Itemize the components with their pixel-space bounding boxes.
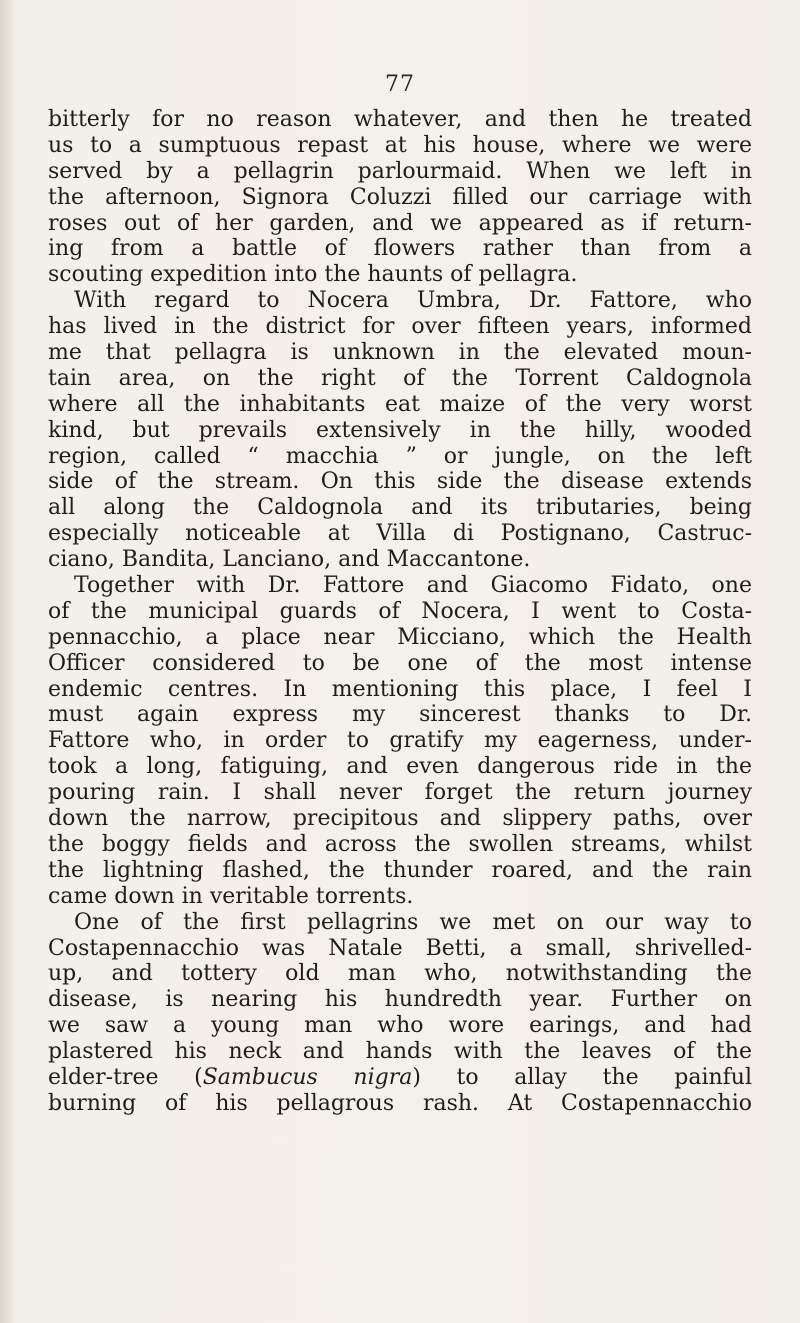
text-line: the lightning flashed, the thunder roared, and the rain bbox=[48, 857, 752, 883]
text-line: pouring rain. I shall never forget the return journey bbox=[48, 780, 752, 806]
text-line: burning of his pellagrous rash. At Costapennacchio bbox=[48, 1090, 752, 1116]
text-line: tain area, on the right of the Torrent Caldognola bbox=[48, 365, 752, 391]
species-name: Sambucus nigra bbox=[202, 1064, 413, 1090]
text-line: us to a sumptuous repast at his house, where we were bbox=[48, 132, 752, 158]
text-line: disease, is nearing his hundredth year. Further on bbox=[48, 987, 752, 1013]
text-line: where all the inhabitants eat maize of the very worst bbox=[48, 391, 752, 417]
text-line: One of the first pellagrins we met on our way to bbox=[74, 909, 752, 935]
page-edge-shadow bbox=[0, 0, 14, 1323]
text-fragment: elder-tree ( bbox=[48, 1064, 203, 1090]
text-line: came down in veritable torrents. bbox=[48, 883, 414, 909]
text-line: ciano, Bandita, Lanciano, and Maccantone. bbox=[48, 547, 531, 573]
text-line: Officer considered to be one of the most intense bbox=[48, 650, 752, 676]
text-line: endemic centres. In mentioning this place, I feel I bbox=[48, 676, 752, 702]
text-line: plastered his neck and hands with the leaves of the bbox=[48, 1039, 752, 1065]
text-line: served by a pellagrin parlourmaid. When we left in bbox=[48, 158, 752, 184]
text-line: of the municipal guards of Nocera, I went to Costa- bbox=[48, 598, 752, 624]
text-line: has lived in the district for over fifteen years, informed bbox=[48, 314, 752, 340]
text-line: scouting expedition into the haunts of pellagra. bbox=[48, 262, 578, 288]
text-line: must again express my sincerest thanks to Dr. bbox=[48, 702, 752, 728]
body-text bbox=[48, 107, 752, 1117]
text-line: especially noticeable at Villa di Postignano, Castruc- bbox=[48, 521, 752, 547]
text-line: the afternoon, Signora Coluzzi filled our carriage with bbox=[48, 184, 752, 210]
text-line: region, called “ macchia ” or jungle, on the left bbox=[48, 443, 752, 469]
text-line: With regard to Nocera Umbra, Dr. Fattore, who bbox=[74, 288, 752, 314]
text-line: roses out of her garden, and we appeared as if return- bbox=[48, 210, 752, 236]
text-line: pennacchio, a place near Micciano, which the Health bbox=[48, 624, 752, 650]
text-line: took a long, fatiguing, and even dangerous ride in the bbox=[48, 754, 752, 780]
text-line: down the narrow, precipitous and slippery paths, over bbox=[48, 806, 752, 832]
text-line: ing from a battle of flowers rather than from a bbox=[48, 236, 752, 262]
text-line: Together with Dr. Fattore and Giacomo Fidato, one bbox=[74, 573, 752, 599]
text-line: me that pellagra is unknown in the elevated moun- bbox=[48, 340, 752, 366]
text-line: Costapennacchio was Natale Betti, a small, shrivelled- bbox=[48, 935, 752, 961]
text-line bbox=[48, 1065, 752, 1091]
text-line: side of the stream. On this side the disease extends bbox=[48, 469, 752, 495]
text-line: kind, but prevails extensively in the hilly, wooded bbox=[48, 417, 752, 443]
text-line: the boggy fields and across the swollen streams, whilst bbox=[48, 831, 752, 857]
text-line: we saw a young man who wore earings, and had bbox=[48, 1013, 752, 1039]
text-line: all along the Caldognola and its tributaries, being bbox=[48, 495, 752, 521]
page-number: 77 bbox=[385, 72, 415, 97]
text-line: up, and tottery old man who, notwithstanding the bbox=[48, 961, 752, 987]
text-line: bitterly for no reason whatever, and then he treated bbox=[48, 107, 752, 132]
text-line: Fattore who, in order to gratify my eagerness, under- bbox=[48, 728, 752, 754]
text-fragment: ) to allay the painful bbox=[412, 1064, 752, 1090]
